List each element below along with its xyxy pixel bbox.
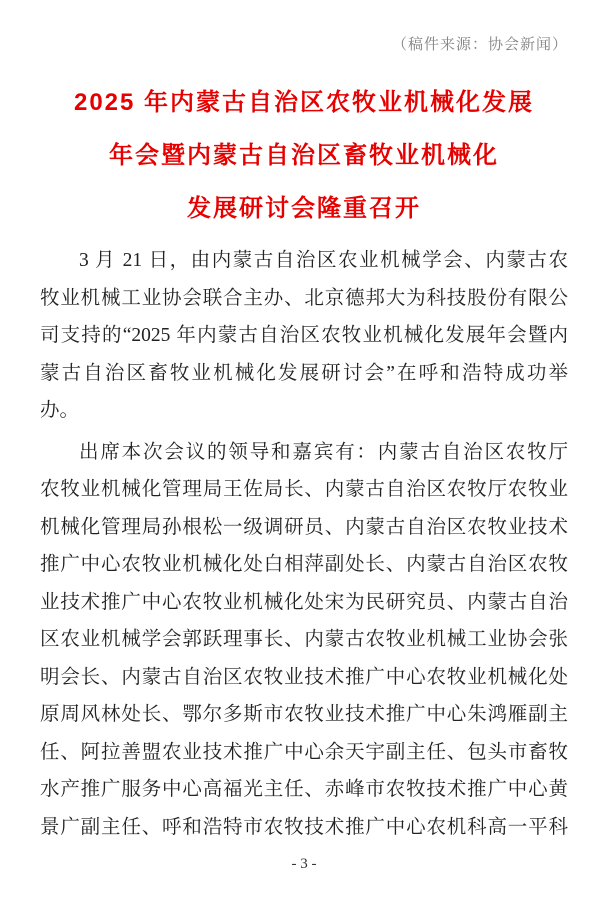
title-line: 发展研讨会隆重召开 (187, 195, 421, 222)
source-note: （稿件来源：协会新闻） (391, 37, 568, 53)
body-line: 任、阿拉善盟农业技术推广中心余天宇副主任、包头市畜牧 (40, 741, 568, 763)
body-line: 明会长、内蒙古自治区农牧业技术推广中心农牧业机械化处 (40, 666, 568, 688)
paragraph (40, 434, 568, 847)
body-line: 司支持的“2025 年内蒙古自治区农牧业机械化发展年会暨内 (40, 325, 568, 346)
paragraph (40, 242, 568, 430)
title-line: 2025 年内蒙古自治区农牧业机械化发展 (73, 89, 535, 116)
body-line: 办。 (40, 400, 80, 421)
body-line: 景广副主任、呼和浩特市农牧技术推广中心农机科高一平科 (40, 816, 568, 838)
body-line: 业技术推广中心农牧业机械化处宋为民研究员、内蒙古自治 (40, 591, 568, 613)
title-line: 年会暨内蒙古自治区畜牧业机械化 (109, 142, 499, 169)
page-number: - 3 - (291, 856, 317, 872)
body-line: 农牧业机械化管理局王佐局长、内蒙古自治区农牧厅农牧业 (40, 479, 568, 500)
document-title (40, 76, 568, 235)
body-line: 区农业机械学会郭跃理事长、内蒙古农牧业机械工业协会张 (40, 629, 568, 650)
body-line: 出席本次会议的领导和嘉宾有：内蒙古自治区农牧厅 (79, 441, 568, 463)
body-line: 机械化管理局孙根松一级调研员、内蒙古自治区农牧业技术 (40, 516, 568, 538)
body-line: 水产推广服务中心高福光主任、赤峰市农牧技术推广中心黄 (40, 779, 568, 800)
body-line: 原周风林处长、鄂尔多斯市农牧业技术推广中心朱鸿雁副主 (40, 704, 568, 725)
body-line: 推广中心农牧业机械化处白相萍副处长、内蒙古自治区农牧 (40, 554, 568, 575)
body-line: 蒙古自治区畜牧业机械化发展研讨会”在呼和浩特成功举 (40, 362, 568, 384)
body-line: 牧业机械工业协会联合主办、北京德邦大为科技股份有限公 (40, 287, 568, 309)
document-body (40, 242, 568, 846)
body-line: 3 月 21 日，由内蒙古自治区农业机械学会、内蒙古农 (79, 250, 568, 271)
